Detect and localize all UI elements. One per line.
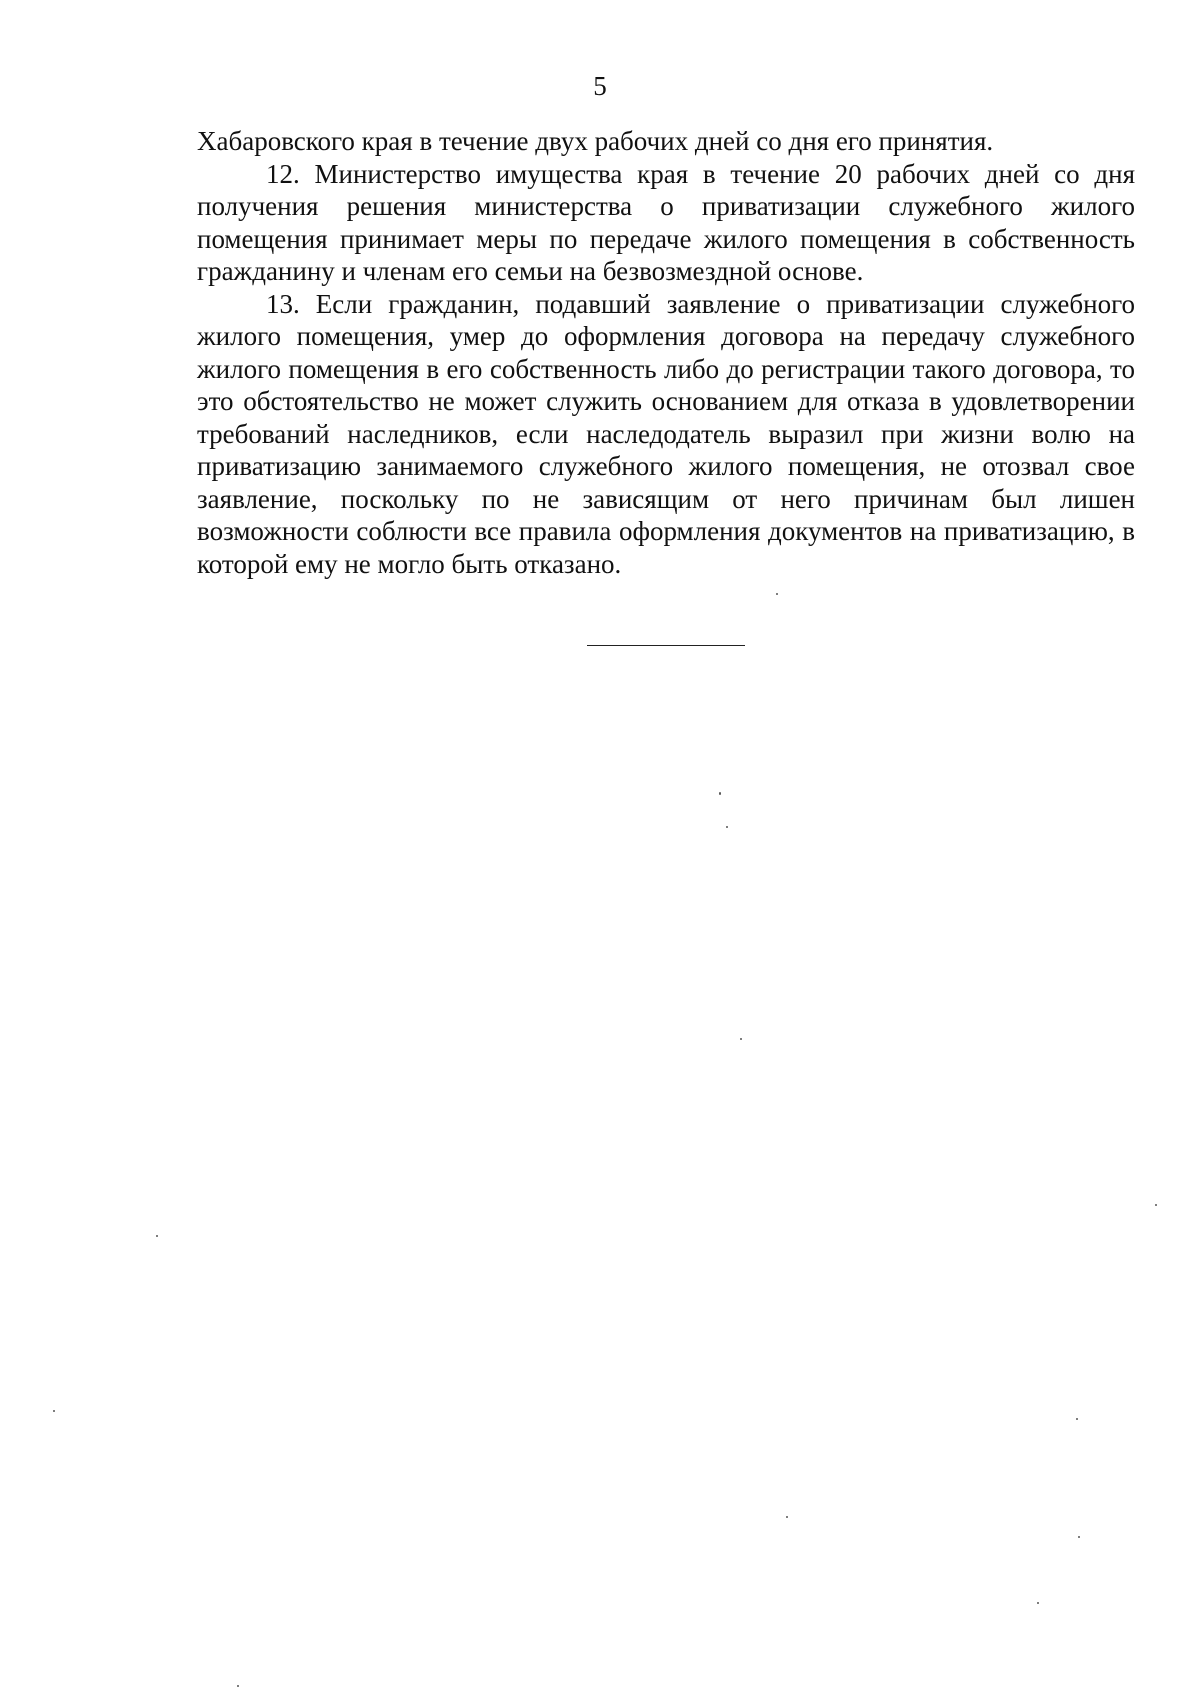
paragraph-continuation: Хабаровского края в течение двух рабочих дней со дня его принятия.: [197, 126, 994, 156]
paragraph-item-12: 12. Министерство имущества края в течение 20 рабочих дней со дня получения решения министерства о приватизации служебного жилого помещения принимает меры по передаче жилого помещения в собственность гражданину и членам его семьи на безвозмездной основе.: [197, 158, 1135, 286]
scan-speck: [237, 1685, 239, 1687]
scan-speck: [776, 593, 778, 595]
scan-speck: [786, 1516, 788, 1518]
scan-speck: [1078, 1536, 1080, 1538]
scan-speck: [156, 1235, 158, 1237]
end-of-text-rule: [587, 645, 745, 646]
scan-speck: [53, 1410, 55, 1412]
body-text: [197, 125, 1135, 580]
scan-speck: [1037, 1602, 1039, 1604]
paragraph-item-13: 13. Если гражданин, подавший заявление о приватизации служебного жилого помещения, умер до оформления договора на передачу служебного жилого помещения в его собственность либо до регистрации такого договора, то это обстоятельство не может служить основанием для отказа в удовлетворении требований наследников, если наследодатель выразил при жизни волю на приватизацию занимаемого служебного жилого помещения, не отозвал свое заявление, поскольку по не зависящим от него причинам был лишен возможности соблюсти все правила оформления документов на приватизацию, в которой ему не могло быть отказано.: [197, 288, 1135, 579]
scan-speck: [719, 792, 721, 795]
scan-speck: [1155, 1204, 1157, 1206]
page-number: 5: [593, 71, 607, 101]
scan-speck: [1076, 1418, 1078, 1420]
scan-speck: [740, 1038, 742, 1040]
scan-speck: [726, 826, 728, 828]
